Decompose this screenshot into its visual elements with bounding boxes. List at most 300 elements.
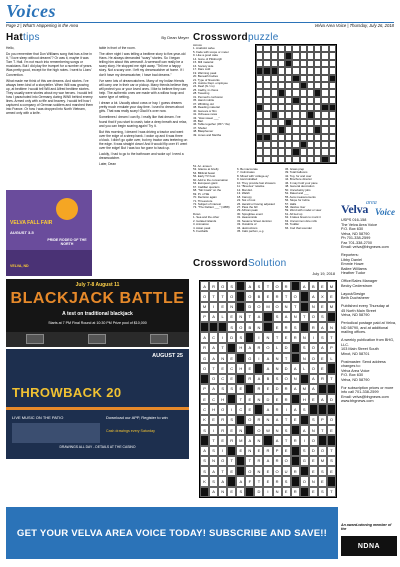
solution-cell: R [282, 322, 291, 332]
solution-cell: O [273, 302, 282, 312]
solution-cell: O [245, 415, 254, 425]
crossword-cell[interactable] [263, 141, 270, 148]
solution-cell: P [273, 446, 282, 456]
crossword-cell[interactable] [256, 156, 263, 163]
crossword-cell[interactable] [292, 97, 299, 104]
solution-cell: N [300, 332, 309, 342]
article-signoff: Later, Dean [99, 162, 117, 167]
crossword-cell[interactable] [271, 60, 278, 67]
crossword-cell[interactable] [307, 111, 314, 118]
crossword-cell[interactable] [314, 67, 321, 74]
fair-dates: AUGUST 3-5 [10, 230, 34, 235]
solution-cell: R [273, 404, 282, 414]
crossword-cell[interactable] [314, 89, 321, 96]
solution-cell: A [273, 435, 282, 445]
solution-cell: P [318, 415, 327, 425]
fair-footer: VELVA, ND [10, 264, 29, 268]
crossword-cell[interactable] [278, 75, 285, 82]
crossword-cell[interactable] [285, 126, 292, 133]
crossword-cell[interactable] [292, 82, 299, 89]
solution-cell: N [227, 302, 236, 312]
crossword-cell[interactable] [321, 67, 328, 74]
crossword-cell[interactable] [307, 126, 314, 133]
solution-cell: D [273, 384, 282, 394]
crossword-cell[interactable] [285, 52, 292, 59]
solution-cell: N [291, 312, 300, 322]
solution-cell [300, 291, 309, 301]
crossword-cell[interactable] [321, 45, 328, 52]
crossword-cell[interactable] [300, 126, 307, 133]
crossword-cell[interactable] [292, 45, 299, 52]
solution-cell: E [263, 466, 272, 476]
blackjack-advertisement[interactable] [6, 279, 189, 347]
postmaster-info: Postmaster: Send address changes to: Velva Area Voice P.O. Box 630 Velva, ND 58790 [341, 359, 386, 382]
crossword-cell[interactable] [278, 97, 285, 104]
crossword-cell[interactable] [321, 75, 328, 82]
staff-office [341, 279, 397, 288]
crossword-cell[interactable] [285, 104, 292, 111]
crossword-cell[interactable] [278, 104, 285, 111]
solution-cell: T [218, 466, 227, 476]
solution-cell: S [227, 415, 236, 425]
crossword-cell[interactable] [271, 82, 278, 89]
solution-cell: D [254, 487, 263, 497]
solution-cell [236, 456, 245, 466]
solution-cell: R [291, 332, 300, 342]
solution-cell: S [318, 312, 327, 322]
crossword-cell[interactable] [321, 82, 328, 89]
crossword-cell[interactable] [314, 60, 321, 67]
solution-cell: T [282, 415, 291, 425]
crossword-cell[interactable] [329, 141, 336, 148]
crossword-cell[interactable] [271, 141, 278, 148]
address-line: P.O. Box 630 [341, 227, 364, 231]
crossword-cell[interactable] [292, 52, 299, 59]
crossword-cell[interactable] [285, 45, 292, 52]
solution-cell: I [309, 332, 318, 342]
crossword-cell[interactable] [321, 52, 328, 59]
crossword-cell[interactable] [292, 67, 299, 74]
solution-cell: D [327, 394, 336, 404]
crossword-cell[interactable] [300, 141, 307, 148]
crossword-cell[interactable] [307, 134, 314, 141]
crossword-cell[interactable] [256, 45, 263, 52]
solution-cell: S [318, 332, 327, 342]
crossword-cell[interactable] [278, 82, 285, 89]
throwback-info-2: Download our APP, Register to win [106, 415, 168, 420]
crossword-cell[interactable] [285, 60, 292, 67]
crossword-cell[interactable] [271, 67, 278, 74]
solution-cell: E [318, 281, 327, 291]
published-info: Published every Thursday at 45 North Main Street Velva, ND 58790 [341, 304, 390, 317]
solution-cell: S [227, 322, 236, 332]
fair-feature: PRIDE RODEO OF THE NORTH [47, 238, 87, 246]
solution-cell: I [209, 302, 218, 312]
crossword-cell[interactable] [321, 104, 328, 111]
solution-cell: E [318, 353, 327, 363]
sponsor-logo [26, 334, 44, 344]
solution-cell [236, 374, 245, 384]
crossword-cell[interactable] [307, 82, 314, 89]
solution-cell: P [200, 384, 209, 394]
crossword-cell[interactable] [292, 148, 299, 155]
solution-cell: A [209, 312, 218, 322]
solution-cell: O [318, 446, 327, 456]
crossword-cell[interactable] [285, 67, 292, 74]
crossword-cell[interactable] [278, 89, 285, 96]
solution-cell: T [273, 332, 282, 342]
solution-cell: R [318, 374, 327, 384]
solution-cell: A [209, 384, 218, 394]
crossword-cell[interactable] [263, 52, 270, 59]
crossword-cell[interactable] [263, 97, 270, 104]
solution-cell: N [273, 353, 282, 363]
crossword-cell[interactable] [307, 148, 314, 155]
crossword-cell[interactable] [292, 75, 299, 82]
crossword-cell[interactable] [329, 111, 336, 118]
crossword-cell[interactable] [263, 148, 270, 155]
crossword-cell[interactable] [292, 134, 299, 141]
crossword-cell[interactable] [292, 111, 299, 118]
crossword-cell[interactable] [263, 89, 270, 96]
crossword-cell[interactable] [307, 67, 314, 74]
subscribe-banner[interactable] [6, 507, 338, 559]
crossword-cell[interactable] [329, 89, 336, 96]
crossword-cell[interactable] [271, 89, 278, 96]
crossword-cell[interactable] [321, 148, 328, 155]
solution-cell: M [236, 435, 245, 445]
crossword-cell[interactable] [271, 52, 278, 59]
solution-cell: R [218, 415, 227, 425]
crossword-cell[interactable] [307, 156, 314, 163]
section-title: Voices [6, 1, 56, 21]
article-paragraph: Hello, [6, 46, 15, 50]
crossword-cell[interactable] [329, 156, 336, 163]
crossword-cell[interactable] [314, 52, 321, 59]
crossword-cell[interactable] [307, 104, 314, 111]
solution-cell: I [263, 487, 272, 497]
crossword-cell[interactable] [321, 60, 328, 67]
solution-cell: O [200, 363, 209, 373]
crossword-cell[interactable] [278, 148, 285, 155]
crossword-cell[interactable] [300, 111, 307, 118]
solution-cell: S [236, 332, 245, 342]
crossword-cell[interactable] [307, 119, 314, 126]
crossword-cell[interactable] [263, 156, 270, 163]
crossword-cell[interactable] [256, 141, 263, 148]
solution-cell: E [263, 291, 272, 301]
solution-cell: N [309, 302, 318, 312]
crossword-cell[interactable] [307, 141, 314, 148]
crossword-cell[interactable] [300, 104, 307, 111]
solution-cell: N [218, 487, 227, 497]
ad-photo [12, 423, 100, 443]
solution-cell: I [254, 332, 263, 342]
solution-cell: S [282, 476, 291, 486]
solution-cell [245, 332, 254, 342]
crossword-cell[interactable] [256, 67, 263, 74]
crossword-cell[interactable] [278, 141, 285, 148]
crossword-cell[interactable] [256, 75, 263, 82]
solution-cell: C [209, 394, 218, 404]
solution-cell: R [254, 343, 263, 353]
solution-cell: K [200, 476, 209, 486]
crossword-cell[interactable] [321, 126, 328, 133]
crossword-cell[interactable] [300, 134, 307, 141]
crossword-cell[interactable] [314, 148, 321, 155]
solution-cell: O [236, 322, 245, 332]
crossword-cell[interactable] [263, 82, 270, 89]
crossword-cell[interactable] [329, 52, 336, 59]
down-clues-continued: 36. Grass prep 39. Total balloons 42. Top, for and over 44. Brochure director 46. It may hold your pane 48. General decoration 50. Uncertainty jobs 52. Dated and ___ 55. Aura measurements 56. Slope for Indira 57. Halls 58. Vasilos river 59. Word with model or view 61. All tied up 62. It takes brews to mock it 63. Uncommon dice rolls 65. Toddler 66. Cod that sounder [285, 168, 322, 230]
crossword-cell[interactable] [300, 89, 307, 96]
crossword-cell[interactable] [300, 156, 307, 163]
crossword-cell[interactable] [285, 141, 292, 148]
crossword-grid[interactable] [255, 44, 337, 164]
crossword-cell[interactable] [263, 60, 270, 67]
crossword-cell[interactable] [321, 134, 328, 141]
article-paragraph: The other night I was telling a bedtime story to five-year-old Hans. He always demanded "scary" stories. So I began telling him about this werewolf. A werewolf can really be a scary story. He stopped me right away. "Tell me a happy story. Not a scary one. I left my dreamcatcher at home. If I don't have my dreamcatcher, I have bad dreams." [99, 52, 186, 77]
crossword-cell[interactable] [256, 119, 263, 126]
crossword-cell[interactable] [285, 148, 292, 155]
crossword-cell[interactable] [321, 97, 328, 104]
solution-cell: C [209, 332, 218, 342]
crossword-cell[interactable] [278, 119, 285, 126]
solution-cell: O [218, 456, 227, 466]
solution-cell: E [227, 425, 236, 435]
article-column-1 [6, 46, 94, 191]
crossword-cell[interactable] [256, 126, 263, 133]
crossword-cell[interactable] [285, 97, 292, 104]
solution-cell: O [218, 404, 227, 414]
crossword-cell[interactable] [329, 134, 336, 141]
crossword-cell[interactable] [314, 45, 321, 52]
crossword-cell[interactable] [256, 148, 263, 155]
crossword-cell[interactable] [300, 119, 307, 126]
crossword-cell[interactable] [278, 156, 285, 163]
solution-cell: S [309, 415, 318, 425]
solution-cell: A [291, 404, 300, 414]
crossword-cell[interactable] [263, 126, 270, 133]
solution-cell [318, 404, 327, 414]
solution-cell: E [236, 446, 245, 456]
email-link[interactable]: Email: velva@bhgnews.com [341, 245, 389, 249]
crossword-cell[interactable] [278, 134, 285, 141]
solution-cell [300, 466, 309, 476]
sponsor-logo [88, 334, 106, 344]
crossword-cell[interactable] [292, 156, 299, 163]
crossword-cell[interactable] [263, 104, 270, 111]
article-paragraph: I've seen lots of dreamcatchers. Many of my Indian friends will carry one in their car or pickup. Many friends believe they will protect you or your loved ones. I like to believe they can help. The authentic ones are made with a willow hoop and some type of netting. [99, 78, 189, 100]
crossword-cell[interactable] [278, 126, 285, 133]
solution-cell: S [300, 446, 309, 456]
solution-cell: E [318, 302, 327, 312]
crossword-cell[interactable] [307, 60, 314, 67]
crossword-cell[interactable] [278, 52, 285, 59]
solution-heading-accent: Solution [247, 258, 287, 269]
solution-cell: S [282, 425, 291, 435]
crossword-cell[interactable] [263, 75, 270, 82]
crossword-cell[interactable] [300, 82, 307, 89]
crossword-cell[interactable] [321, 141, 328, 148]
crossword-cell[interactable] [285, 82, 292, 89]
solution-cell: I [254, 353, 263, 363]
crossword-cell[interactable] [314, 82, 321, 89]
crossword-cell[interactable] [278, 45, 285, 52]
solution-cell: E [273, 394, 282, 404]
crossword-cell[interactable] [300, 60, 307, 67]
crossword-cell[interactable] [307, 75, 314, 82]
crossword-cell[interactable] [285, 134, 292, 141]
crossword-cell[interactable] [263, 45, 270, 52]
solution-cell: S [200, 466, 209, 476]
crossword-cell[interactable] [314, 75, 321, 82]
crossword-cell[interactable] [256, 97, 263, 104]
crossword-cell[interactable] [285, 89, 292, 96]
crossword-cell[interactable] [300, 67, 307, 74]
solution-cell [227, 343, 236, 353]
crossword-cell[interactable] [329, 148, 336, 155]
crossword-cell[interactable] [321, 111, 328, 118]
crossword-cell[interactable] [292, 119, 299, 126]
crossword-cell[interactable] [329, 67, 336, 74]
throwback-advertisement[interactable] [6, 349, 189, 459]
throwback-date: AUGUST 25 [152, 353, 183, 359]
crossword-cell[interactable] [314, 97, 321, 104]
crossword-cell[interactable] [329, 60, 336, 67]
crossword-cell[interactable] [329, 126, 336, 133]
crossword-cell[interactable] [329, 104, 336, 111]
solution-cell: D [282, 363, 291, 373]
crossword-cell[interactable] [329, 45, 336, 52]
crossword-cell[interactable] [314, 111, 321, 118]
crossword-cell[interactable] [292, 104, 299, 111]
crossword-cell[interactable] [256, 111, 263, 118]
crossword-cell[interactable] [256, 104, 263, 111]
solution-cell [236, 415, 245, 425]
crossword-cell[interactable] [314, 156, 321, 163]
crossword-cell[interactable] [263, 119, 270, 126]
crossword-cell[interactable] [256, 60, 263, 67]
crossword-cell[interactable] [271, 97, 278, 104]
crossword-cell[interactable] [292, 141, 299, 148]
solution-cell: B [254, 291, 263, 301]
solution-cell: N [273, 363, 282, 373]
crossword-cell[interactable] [329, 97, 336, 104]
crossword-cell[interactable] [271, 75, 278, 82]
crossword-cell[interactable] [300, 75, 307, 82]
solution-cell [318, 384, 327, 394]
crossword-heading [193, 32, 279, 43]
crossword-cell[interactable] [292, 60, 299, 67]
solution-cell: E [309, 487, 318, 497]
crossword-cell[interactable] [307, 45, 314, 52]
crossword-cell[interactable] [329, 75, 336, 82]
crossword-cell[interactable] [271, 104, 278, 111]
crossword-cell[interactable] [314, 104, 321, 111]
crossword-cell[interactable] [278, 60, 285, 67]
down-clues: Down 1. Sea and the other 2. Isolated islands 3. Animation 4. Asian peak 5. Footballs [193, 213, 220, 234]
crossword-cell[interactable] [321, 156, 328, 163]
crossword-cell[interactable] [314, 126, 321, 133]
crossword-cell[interactable] [256, 89, 263, 96]
crossword-cell[interactable] [271, 156, 278, 163]
solution-cell: M [200, 302, 209, 312]
solution-cell: A [309, 374, 318, 384]
crossword-cell[interactable] [278, 111, 285, 118]
crossword-cell[interactable] [314, 119, 321, 126]
crossword-cell[interactable] [271, 45, 278, 52]
article-paragraph: table in front of the room. [99, 46, 136, 50]
solution-cell: O [273, 281, 282, 291]
solution-cell: G [200, 353, 209, 363]
crossword-cell[interactable] [278, 67, 285, 74]
solution-cell: R [291, 435, 300, 445]
crossword-cell[interactable] [321, 119, 328, 126]
crossword-cell[interactable] [314, 141, 321, 148]
crossword-cell[interactable] [300, 52, 307, 59]
crossword-cell[interactable] [314, 134, 321, 141]
crossword-cell[interactable] [329, 82, 336, 89]
crossword-cell[interactable] [285, 75, 292, 82]
crossword-cell[interactable] [256, 134, 263, 141]
crossword-cell[interactable] [300, 97, 307, 104]
solution-cell [291, 476, 300, 486]
crossword-cell[interactable] [271, 134, 278, 141]
crossword-cell[interactable] [292, 89, 299, 96]
hattips-heading-accent: tips [23, 32, 40, 43]
fair-advertisement[interactable] [6, 190, 92, 276]
crossword-cell[interactable] [300, 45, 307, 52]
crossword-cell[interactable] [321, 89, 328, 96]
crossword-cell[interactable] [307, 52, 314, 59]
solution-cell: R [309, 322, 318, 332]
solution-cell: A [245, 435, 254, 445]
crossword-cell[interactable] [263, 67, 270, 74]
solution-cell: T [318, 425, 327, 435]
crossword-cell[interactable] [300, 148, 307, 155]
solution-cell [227, 446, 236, 456]
solution-cell: T [327, 446, 336, 456]
solution-cell: T [227, 456, 236, 466]
crossword-cell[interactable] [285, 119, 292, 126]
solution-cell: R [273, 291, 282, 301]
crossword-cell[interactable] [263, 111, 270, 118]
solution-cell: O [282, 374, 291, 384]
crossword-cell[interactable] [307, 97, 314, 104]
crossword-cell[interactable] [271, 111, 278, 118]
solution-cell: S [227, 384, 236, 394]
crossword-cell[interactable] [256, 52, 263, 59]
solution-cell: A [236, 476, 245, 486]
crossword-cell[interactable] [271, 126, 278, 133]
solution-cell: O [291, 291, 300, 301]
crossword-cell[interactable] [307, 89, 314, 96]
crossword-cell[interactable] [292, 126, 299, 133]
crossword-cell[interactable] [329, 119, 336, 126]
crossword-cell[interactable] [263, 134, 270, 141]
solution-cell [318, 435, 327, 445]
solution-cell: H [236, 363, 245, 373]
solution-cell: A [263, 353, 272, 363]
logo-voice: Voice [375, 207, 395, 217]
crossword-cell[interactable] [271, 119, 278, 126]
crossword-cell[interactable] [256, 82, 263, 89]
crossword-cell[interactable] [285, 111, 292, 118]
solution-date: July 19, 2018 [312, 272, 335, 276]
crossword-cell[interactable] [285, 156, 292, 163]
crossword-cell[interactable] [271, 148, 278, 155]
